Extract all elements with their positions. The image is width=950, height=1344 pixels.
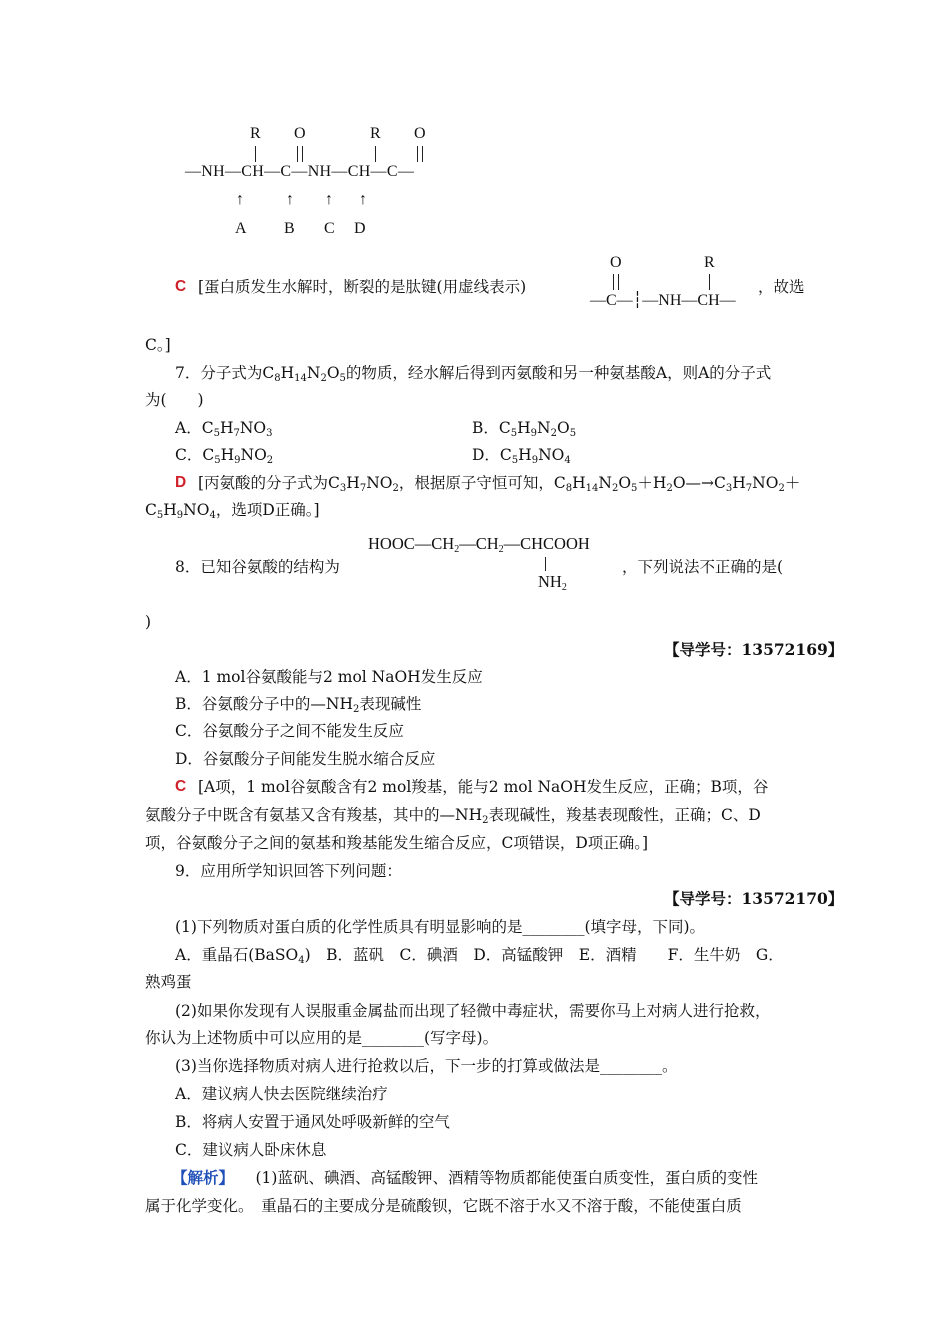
q8-answer-1: [A项，1 mol谷氨酸含有2 mol羧基，能与2 mol NaOH发生反应，正确；B项，谷	[198, 778, 769, 796]
q7-answer-2: $C_5H_9NO_4$，选项D正确。]	[145, 501, 320, 521]
q6-answer-text: [蛋白质发生水解时，断裂的是肽键(用虚线表示)	[198, 278, 527, 296]
struct-oxygen: O	[610, 254, 622, 271]
q7-option-b: B．$C_5H_9N_2O_5$	[472, 419, 577, 439]
bond-r2	[375, 146, 376, 162]
q9-part3: (3)当你选择物质对病人进行抢救以后，下一步的打算或做法是________。	[175, 1057, 678, 1075]
q8-option-b: B．谷氨酸分子中的$—NH_2$表现碱性	[175, 695, 422, 715]
q7-option-d: D．$C_5H_9NO_4$	[472, 446, 571, 466]
q9-part1-options-2: 熟鸡蛋	[145, 973, 192, 991]
q9-option-c: C．建议病人卧床休息	[175, 1141, 327, 1159]
q8-option-a: A．1 mol谷氨酸能与2 mol NaOH发生反应	[175, 668, 483, 686]
bond-r1	[255, 146, 256, 162]
q9-stem: 9．应用所学知识回答下列问题：	[175, 862, 402, 880]
struct-bond-r	[709, 274, 710, 290]
q8-stem-tail: ，下列说法不正确的是(	[622, 558, 784, 576]
label-b: B	[284, 220, 295, 237]
q8-guide-number: 【导学号：13572169】	[664, 640, 844, 659]
arrow-b-icon: ↑	[286, 191, 294, 208]
peptide-bond-structure	[588, 254, 758, 314]
q7-stem-2: 为( )	[145, 391, 204, 409]
q7-answer: [丙氨酸的分子式为$C_3H_7NO_2$，根据原子守恒可知，$C_8H_{14}N_2O_5+H_2O—\to C_3H_7NO_2+$	[198, 474, 801, 494]
q7-stem: 7．分子式为$C_8H_{14}N_2O_5$的物质，经水解后得到丙氨酸和另一种氨基酸A，则A的分子式	[175, 364, 772, 384]
peptide-chain: —NH—CH—C—NH—CH—C—	[185, 163, 415, 180]
struct-r-group: R	[704, 254, 715, 271]
q8-option-c: C．谷氨酸分子之间不能发生反应	[175, 722, 404, 740]
q8-option-d: D．谷氨酸分子间能发生脱水缩合反应	[175, 750, 436, 768]
double-bond-o2	[417, 146, 423, 162]
struct-double-bond	[613, 274, 619, 290]
q9-guide-number: 【导学号：13572170】	[664, 889, 844, 908]
q8-stem-2: )	[145, 613, 152, 631]
struct-chain: —C—┆—NH—CH—	[590, 292, 736, 309]
q9-part1-options: A．重晶石(BaSO$_4$) B．蓝矾 C．碘酒 D．高锰酸钾 E．酒精 F．生牛奶 G．	[175, 946, 784, 966]
q6-answer-tail2: C。]	[145, 336, 171, 354]
arrow-c-icon: ↑	[325, 191, 333, 208]
label-c: C	[324, 220, 335, 237]
q8-answer-letter: C	[175, 778, 187, 795]
glutamic-bond-nh2	[545, 557, 546, 571]
glutamic-acid-structure	[368, 534, 628, 598]
analysis-line-1: (1)蓝矾、碘酒、高锰酸钾、酒精等物质都能使蛋白质变性，蛋白质的变性	[240, 1169, 758, 1187]
q7-option-a: A．$C_5H_7NO_3$	[175, 419, 273, 439]
arrow-d-icon: ↑	[359, 191, 367, 208]
oxygen-2: O	[414, 125, 426, 142]
peptide-diagram	[185, 125, 465, 245]
q7-option-c: C．$C_5H_9NO_2$	[175, 446, 274, 466]
q9-part1: (1)下列物质对蛋白质的化学性质具有明显影响的是________(填字母，下同)。	[175, 918, 706, 936]
q8-answer-3: 项，谷氨酸分子之间的氨基和羧基能发生缩合反应，C项错误，D项正确。]	[145, 834, 649, 852]
label-a: A	[235, 220, 247, 237]
q9-part2: (2)如果你发现有人误服重金属盐而出现了轻微中毒症状，需要你马上对病人进行抢救，	[175, 1002, 771, 1020]
arrow-a-icon: ↑	[236, 191, 244, 208]
q7-answer-letter: D	[175, 474, 187, 491]
glutamic-formula: $HOOC—CH_2—CH_2—CHCOOH$	[368, 534, 590, 555]
glutamic-nh2: $NH_2$	[538, 572, 567, 593]
analysis-line-2: 属于化学变化。 重晶石的主要成分是硫酸钡，它既不溶于水又不溶于酸，不能使蛋白质	[145, 1197, 742, 1215]
q9-part2-b: 你认为上述物质中可以应用的是________(写字母)。	[145, 1029, 499, 1047]
label-d: D	[354, 220, 366, 237]
q6-answer-letter: C	[175, 278, 187, 295]
analysis-label: 【解析】	[172, 1168, 235, 1187]
q9-option-a: A．建议病人快去医院继续治疗	[175, 1085, 388, 1103]
q8-stem: 8．已知谷氨酸的结构为	[175, 558, 340, 576]
r-group-2: R	[370, 125, 381, 142]
oxygen-1: O	[294, 125, 306, 142]
q6-answer-tail: ，故选	[758, 278, 805, 296]
q8-answer-2: 氨酸分子中既含有氨基又含有羧基，其中的$—NH_2$表现碱性，羧基表现酸性，正确；C、D	[145, 806, 761, 826]
double-bond-o1	[297, 146, 303, 162]
r-group-1: R	[250, 125, 261, 142]
q9-option-b: B．将病人安置于通风处呼吸新鲜的空气	[175, 1113, 450, 1131]
